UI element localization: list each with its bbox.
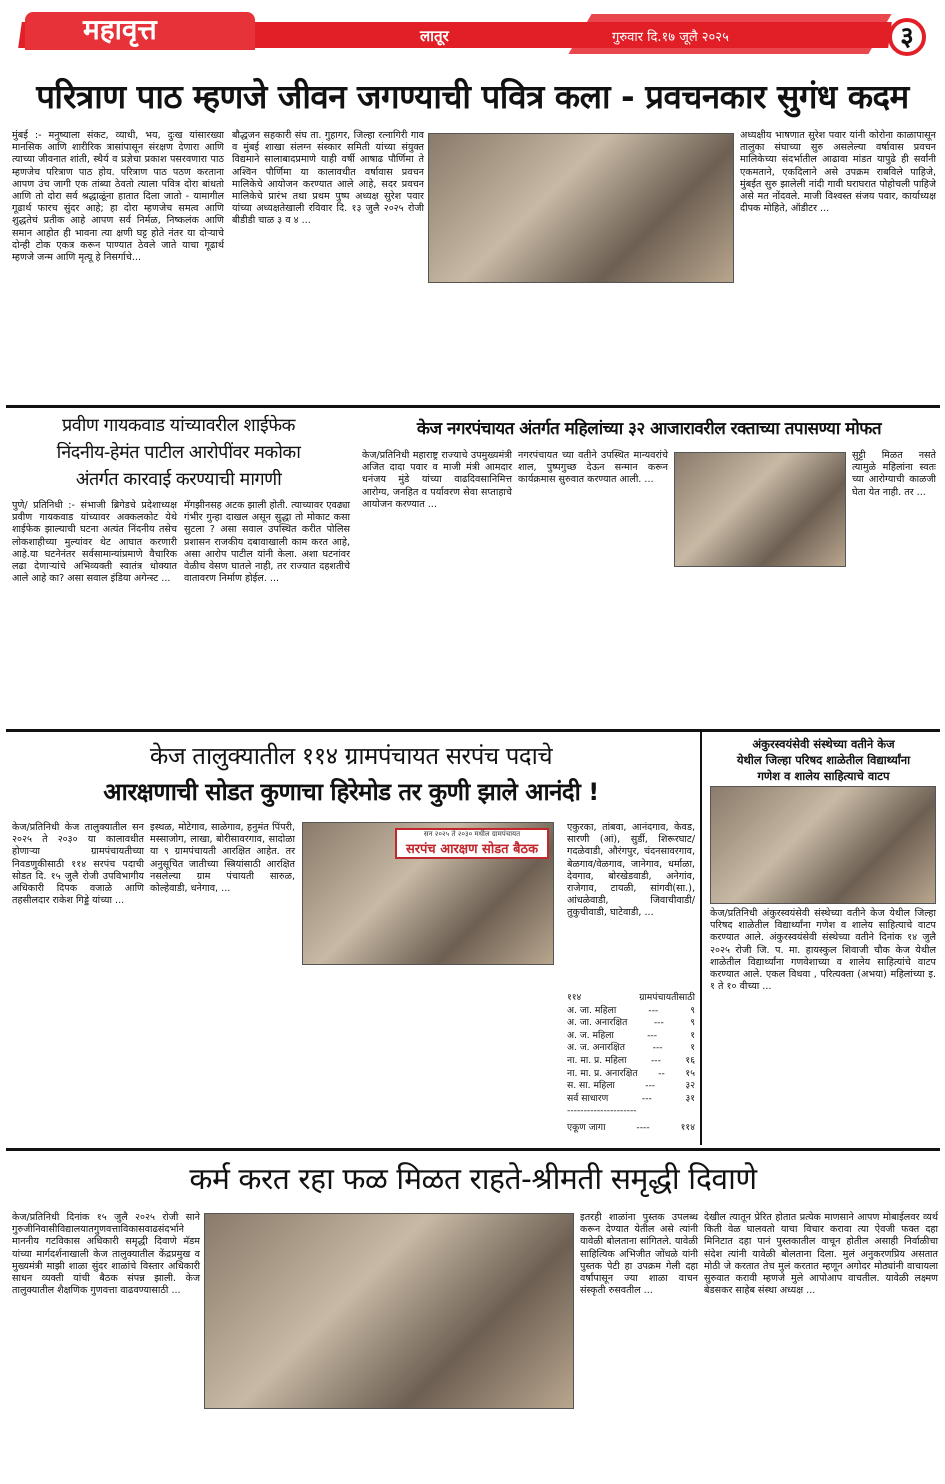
row-category: अ. ज. अनारक्षित xyxy=(567,1042,625,1054)
row-count: १५ xyxy=(685,1067,695,1079)
table-row xyxy=(567,1093,695,1106)
row-category: सर्व साधारण xyxy=(567,1092,609,1104)
article2-col2: मॅगझीनसह अटक झाली होती. त्याच्यावर एवढ्या गंभीर गुन्हा दाखल असून सुद्धा तो मोकाट कसा सुटला ? असा सवाल उपस्थित करीत पोलिस प्रशासन राजकीय दबावाखाली काम करत आहे, असा आरोप पाटील यांनी केला. अशा घटनांवर वेळीच वेसण घातले नाही, तर राज्यात दहशतीचे वातावरण निर्माण होईल. ... xyxy=(184,500,350,585)
article6-photo xyxy=(204,1213,574,1409)
headline-article2 xyxy=(6,412,351,493)
article1-col3 xyxy=(428,288,734,400)
headline-line: अंकुरस्वयंसेवी संस्थेच्या वतीने केज xyxy=(752,737,895,751)
total-count: ११४ xyxy=(680,1121,695,1133)
headline-line: निंदनीय-हेमंत पाटील आरोपींवर मकोका xyxy=(56,442,301,463)
section-divider xyxy=(6,729,940,732)
row-category: अ. जा. अनारक्षित xyxy=(567,1017,628,1029)
page-number: ३ xyxy=(888,18,926,56)
section-divider xyxy=(6,1148,940,1151)
issue-date: गुरुवार दि.१७ जूलै २०२५ xyxy=(612,30,729,45)
headline-line: अंतर्गत कारवाई करण्याची मागणी xyxy=(75,469,282,490)
row-count: ३२ xyxy=(685,1080,695,1092)
row-dash: --- xyxy=(650,1054,661,1066)
article4-col3 xyxy=(302,972,554,1142)
row-dash: --- xyxy=(653,1017,664,1029)
article5-photo xyxy=(710,786,936,904)
article6-col3: इतरही शाळांना पुस्तक उपलब्ध करून देण्यात येतील असे त्यांनी यावेळी बोलताना सांगितले. यावेळी साहित्यिक अभिजीत जोंधळे यांनी पुस्तक पेटी हा उपक्रम गेली दहा वर्षांपासून ज्या शाळा वाचन संस्कृती रुसवतील ... xyxy=(580,1212,698,1297)
row-category: अ. ज. महिला xyxy=(567,1029,614,1041)
table-separator xyxy=(567,1105,695,1118)
row-count: ९ xyxy=(690,1017,695,1029)
row-count: ९ xyxy=(690,1004,695,1016)
headline-article1: परित्राण पाठ म्हणजे जीवन जगण्याची पवित्र कला - प्रवचनकार सुगंध कदम xyxy=(36,77,909,116)
article3-col4: सुट्टी मिळत नसते त्यामुळे महिलांना स्वतः च्या आरोग्याची काळजी घेता येत नाही. तर ... xyxy=(852,450,936,498)
headline-line: केज तालुक्यातील ११४ ग्रामपंचायत सरपंच पदाचे xyxy=(149,742,553,770)
row-category: स. सा. महिला xyxy=(567,1080,615,1092)
row-count: ३१ xyxy=(685,1092,695,1104)
article4-col1: केज/प्रतिनिधी केज तालुक्यातील सन २०२५ ते २०३० या कालावधीत होणाऱ्या ग्रामपंचायतीच्या निवडणुकीसाठी ११४ सरपंच पदाची सोडत दि. १५ जुलै रोजी उपविभागीय अधिकारी दिपक वजाळे आणि तहसीलदार राकेश गिड्डे यांच्या ... xyxy=(12,822,144,907)
article3-col2: नगरपंचायत च्या वतीने उपस्थित मान्यवरांचे शाल, पुष्पगुच्छ देऊन सन्मान करून कार्यक्रमास सुरुवात करण्यात आली. ... xyxy=(518,450,668,486)
table-header xyxy=(567,992,695,1005)
column-divider xyxy=(700,731,702,1145)
headline-line: येथील जिल्हा परिषद शाळेतील विद्यार्थ्यांना xyxy=(736,753,911,767)
table-header-count: ११४ xyxy=(567,992,582,1003)
article4-col4: एकुरका, तांबवा, आनंदगाव, केवड, सारणी (आं), सुर्डी, शिरूरघाट/ गदळेवाडी, औरंगपुर, चंदनसावरगाव, बेळगाव/वेळगाव, जानेगाव, धर्माळा, देवगाव, बोरखेडवाडी, अनेगांव, राजेगाव, टायळी, सांगवी(सा.), आंधळेवाडी, जिवाचीवाडी/तुकुचीवाडी, घाटेवाडी, ... xyxy=(567,822,695,919)
separator-line: --------------------- xyxy=(567,1105,637,1117)
headline-line: प्रवीण गायकवाड यांच्यावरील शाईफेक xyxy=(62,415,295,436)
table-row xyxy=(567,1080,695,1093)
row-dash: -- xyxy=(658,1067,665,1079)
row-category: ना. मा. प्र. अनारक्षित xyxy=(567,1067,638,1079)
newspaper-logo: महावृत्त xyxy=(25,12,255,50)
table-row xyxy=(567,1030,695,1043)
row-category: अ. जा. महिला xyxy=(567,1004,617,1016)
table-row xyxy=(567,1017,695,1030)
table-row xyxy=(567,1055,695,1068)
article6-col1: केज/प्रतिनिधी दिनांक १५ जुलै २०२५ रोजी साने गुरुजीनिवासीविद्यालयातगुणवत्ताविकासवाढसंदर्भाने माननीय गटविकास अधिकारी समृद्धी दिवाणे मॅडम यांच्या मार्गदर्शनाखाली केज तालुक्यातील केंद्रप्रमुख व मुख्यमंत्री माझी शाळा सुंदर शाळांचे विस्तार अधिकारी साधन व्यक्ती यांची बैठक संपन्न झाली. केज तालुक्यातील शैक्षणिक गुणवत्ता वाढवण्यासाठी ... xyxy=(12,1212,200,1297)
reservation-table xyxy=(567,992,695,1135)
article4-col2: इस्थळ, मोटेगाव, साळेगाव, हनुमंत पिंपरी, मस्साजोग, लाखा, बोरीसावरगाव, सादोळा या ९ ग्रामपंचायती आरक्षित आहेत. तर अनुसूचित जातीच्या स्त्रियांसाठी आरक्षित नसलेल्या ग्राम पंचायती सारुळ, कोल्हेवाडी, धनेगाव, ... xyxy=(150,822,295,895)
photo-banner xyxy=(395,828,549,859)
table-header-label: ग्रामपंचायतीसाठी xyxy=(639,992,695,1003)
headline-article4 xyxy=(6,738,696,810)
article6-col2 xyxy=(204,1412,574,1480)
masthead xyxy=(0,0,945,52)
article4-photo xyxy=(302,822,554,965)
row-count: १ xyxy=(690,1042,695,1054)
row-dash: --- xyxy=(641,1092,652,1104)
photo-banner-title: सरपंच आरक्षण सोडत बैठक xyxy=(405,842,539,857)
edition-city: लातूर xyxy=(420,27,449,45)
row-dash: --- xyxy=(645,1080,656,1092)
article3-photo xyxy=(674,452,846,567)
total-label: एकूण जागा xyxy=(567,1121,606,1133)
row-count: १ xyxy=(690,1029,695,1041)
article2-col1: पुणे/ प्रतिनिधी :- संभाजी ब्रिगेडचे प्रदेशाध्यक्ष प्रवीण गायकवाड यांच्यावर अक्कलकोट येथे शाईफेक झाल्याची घटना अत्यंत निंदनीय तसेच लोकशाहीच्या मुल्यांवर थेट आघात करणारी आहे.या घटनेनंतर सर्वसामान्यांप्रमाणे वैचारिक लढा देणाऱ्यांचे अभिव्यक्ती स्वातंत्र धोक्यात आले आहे का? असा सवाल इंडिया अगेन्स्ट ... xyxy=(12,500,177,585)
row-dash: --- xyxy=(647,1029,658,1041)
headline-article5 xyxy=(706,736,941,784)
article1-photo xyxy=(428,133,734,283)
section-divider xyxy=(6,405,940,408)
headline-article3: केज नगरपंचायत अंतर्गत महिलांच्या ३२ आजारावरील रक्ताच्या तपासण्या मोफत xyxy=(416,419,882,439)
table-total-row xyxy=(567,1122,695,1135)
article3-col1: केज/प्रतिनिधी महाराष्ट्र राज्याचे उपमुख्यमंत्री अजित दादा पवार व माजी मंत्री आमदार धनंजय मुंडे यांच्या वाढदिवसानिमित्त आरोग्य, जनहित व पर्यावरण सेवा सप्ताहाचे आयोजन करण्यात ... xyxy=(362,450,512,510)
row-dash: --- xyxy=(648,1004,659,1016)
table-row xyxy=(567,1005,695,1018)
article1-col4: अध्यक्षीय भाषणात सुरेश पवार यांनी कोरोना काळापासून तालुका संघाच्या सुरु असलेल्या वर्षावास प्रवचन मालिकेच्या संदर्भातील आढावा मांडत यापुढे ही सर्वांनी एकमताने, एकदिलाने असे उपक्रम राबविले पाहिजे, मुंबईत सुरु झालेली नांदी गावी घराघरात पोहोचली पाहिजे असे मत नोंदवले. माजी विश्वस्त संजय पवार, कार्याध्यक्ष दीपक मोहिते, ऑडीटर ... xyxy=(740,130,936,215)
article5-body: केज/प्रतिनिधी अंकुरस्वयंसेवी संस्थेच्या वतीने केज येथील जिल्हा परिषद शाळेतील विद्यार्थ्यांना गणेश व शालेय साहित्याचे वाटप करण्यात आले. अंकुरस्वयंसेवी संस्थेच्या वतीने दिनांक १४ जुलै २०२५ रोजी जि. प. मा. हायस्कुल शिवाजी चौक केज येथील शाळेतील विद्यार्थ्यांना गणवेशाच्या व शालेय साहित्यांचे वाटप करण्यात आले. एकल विधवा , परित्यक्ता (अभया) महिलांच्या इ. १ ते १० वीच्या ... xyxy=(710,908,936,993)
row-dash: --- xyxy=(652,1042,663,1054)
headline-line: आरक्षणाची सोडत कुणाचा हिरेमोड तर कुणी झाले आनंदी ! xyxy=(103,778,599,806)
article6-col4: देखील त्यातून प्रेरित होतात प्रत्येक माणसाने आपण मोबाईलवर व्यर्थ किती वेळ घालवतो याचा विचार करावा त्या ऐवजी फक्त दहा मिनिटात दहा पानं पुस्तकातील वाचून होतील असाही निर्वाळीचा संदेश त्यांनी यावेळी बोलताना दिला. मुलं अनुकरणप्रिय असतात मोठी जे करतात तेच मुलं करतात म्हणून अगोदर मोठ्यांनी वाचायला सुरुवात करावी म्हणजे मुले आपोआप वाचतील. यावेळी लक्ष्मण बेडसकर साहेब संस्था अध्यक्ष ... xyxy=(704,1212,938,1297)
table-row xyxy=(567,1068,695,1081)
table-row xyxy=(567,1042,695,1055)
article1-col2: बौद्धजन सहकारी संघ ता. गुहागर, जिल्हा रत्नागिरी गाव व मुंबई शाखा संलग्न संस्कार समिती यांच्या संयुक्त विद्यमाने सालाबादप्रमाणे याही वर्षी आषाढ पौर्णिमा ते अश्विन पौर्णिमा या कालावधीत वर्षावास प्रवचन मालिकेचे आयोजन करण्यात आले आहे, सदर प्रवचन मालिकेचे प्रारंभ तथा प्रथम पुष्प अध्यक्ष सुरेश पवार यांच्या अध्यक्षतेखाली रविवार दि. १३ जुलै २०२५ रोजी बीडीडी चाळ ३ व ४ ... xyxy=(232,130,424,227)
row-count: १६ xyxy=(685,1054,695,1066)
row-dash: ---- xyxy=(636,1121,650,1133)
article1-col1: मुंबई :- मनुष्याला संकट, व्याधी, भय, दुःख यांसारख्या मानसिक आणि शारीरिक त्रासांपासून संरक्षण देणारा आणि त्याच्या जीवनात शांती, स्थैर्य व प्रज्ञेचा प्रकाश पसरवणारा पाठ म्हणजेच परित्राण पाठ होय. परित्राण पाठ पठण करताना आपण उंच जागी एक तांब्या ठेवतो त्याला पवित्र दोरा बांधतो आणि तो दोरा सर्व श्रद्धाळूंना हातात दिला जातो - यामागील गूढार्थ फारच सुंदर आहे; हा दोरा म्हणजेच समत्व आणि शुद्धतेचं प्रतीक आहे आपण सर्व निर्मळ, निष्कलंक आणि समान आहोत ही भावना त्या क्षणी घट्ट होते नंतर या दोऱ्याचे दोन्ही टोक एकत्र करून पाण्यात ठेवले जाते याचा गूढार्थ म्हणजे जन्म आणि मृत्यू हे निसर्गाचे... xyxy=(12,130,224,264)
photo-banner-subtitle: सन २०२५ ते २०३० मधील ग्रामपंचायत xyxy=(423,830,521,838)
headline-article6: कर्म करत रहा फळ मिळत राहते-श्रीमती समृद्धी दिवाणे xyxy=(189,1162,757,1197)
row-category: ना. मा. प्र. महिला xyxy=(567,1054,627,1066)
headline-line: गणेश व शालेय साहित्याचे वाटप xyxy=(757,769,890,783)
